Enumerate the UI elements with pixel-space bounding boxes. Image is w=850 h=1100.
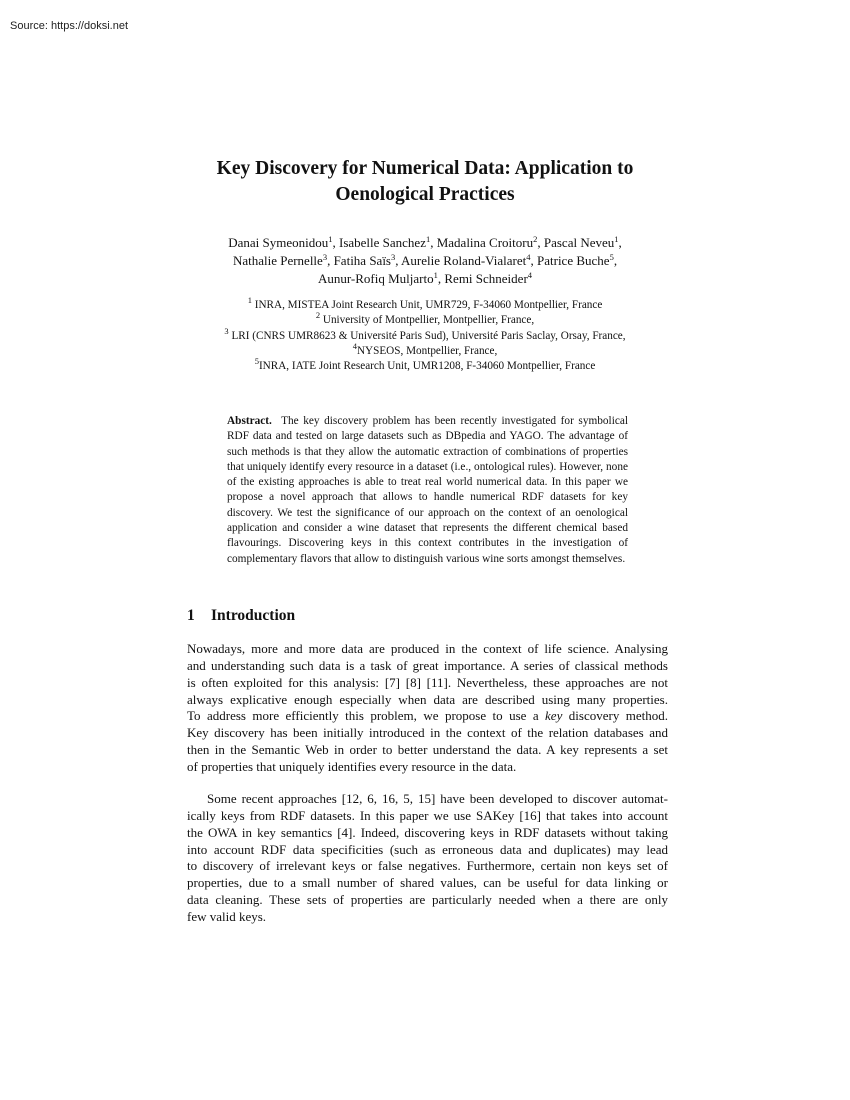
title-line-1: Key Discovery for Numerical Data: Application to — [216, 158, 634, 179]
text-line: the OWA in key semantics [4]. Indeed, discovering keys in RDF datasets without taking — [187, 824, 668, 840]
text-line: Some recent approaches [12, 6, 16, 5, 15] have been developed to discover automat- — [207, 791, 668, 806]
affiliation-item — [150, 295, 700, 313]
author-separator: , — [395, 253, 402, 268]
author-separator: , — [430, 235, 437, 250]
author-name: Fatiha Saïs — [333, 253, 391, 268]
affiliation-text: LRI (CNRS UMR8623 & Université Paris Sud), Université Paris Saclay, Orsay, France, — [228, 329, 626, 342]
affiliation-mark: 1 — [247, 295, 252, 305]
author-name: Danai Symeonidou — [228, 235, 329, 250]
affiliation-text: INRA, MISTEA Joint Research Unit, UMR729, F-34060 Montpellier, France — [251, 299, 603, 311]
author-name: Remi Schneider — [444, 271, 528, 286]
text-line: data cleaning. These sets of properties are particularly needed when a there are only — [187, 892, 668, 908]
author-separator: , — [530, 253, 537, 268]
intro-paragraph-1 — [187, 641, 668, 776]
text-line: to discovery of irrelevant keys or false negatives. Furthermore, certain non keys set of — [187, 858, 668, 874]
author-separator: , — [618, 235, 622, 250]
author-separator: , — [332, 235, 339, 250]
author-affiliation-mark: 1 — [328, 234, 333, 244]
author-affiliation-mark: 1 — [425, 234, 431, 244]
author-affiliation-mark: 1 — [433, 270, 438, 280]
text-line: always explicative enough especially when data are described using many properties. — [187, 691, 668, 707]
affiliation-item — [150, 310, 700, 328]
affiliation-item — [150, 356, 700, 374]
author-affiliation-mark: 5 — [609, 252, 614, 262]
text-line: few valid keys. — [187, 908, 267, 924]
author-affiliation-mark: 3 — [322, 252, 328, 262]
affiliation-item — [150, 325, 700, 344]
title-line-2: Oenological Practices — [335, 184, 515, 205]
text-line: Nowadays, more and more data are produced in the context of life science. Analysing — [187, 641, 668, 656]
affiliation-mark: 2 — [315, 310, 321, 321]
text-line: into account RDF data specificities (such as erroneous data and duplicates) may lead — [187, 841, 668, 857]
text-line: properties, due to a small number of shared values, can be useful for data linking or — [187, 875, 668, 891]
affiliation-mark: 3 — [224, 325, 229, 336]
abstract-label: Abstract. — [227, 415, 272, 427]
author-name: Isabelle Sanchez — [338, 235, 426, 250]
author-name: Aurelie Roland-Vialaret — [401, 253, 527, 268]
section-heading-introduction — [187, 607, 295, 625]
text-line: of properties that uniquely identifies every resource in the data. — [187, 758, 517, 774]
text-line: ically keys from RDF datasets. In this paper we use SAKey [16] that takes into account — [187, 807, 668, 823]
text-fragment: To address more efficiently this problem, we propose to use a — [187, 708, 546, 724]
affiliation-list — [150, 295, 700, 374]
author-list — [150, 234, 700, 288]
text-fragment: discovery method. — [562, 708, 668, 724]
text-line: is often exploited for this analysis: [7] [8] [11]. Nevertheless, these approaches are not — [187, 674, 668, 690]
paper-title — [160, 156, 690, 208]
author-line-2 — [150, 252, 700, 270]
author-affiliation-mark: 3 — [391, 252, 396, 262]
text-line: and understanding such data is a task of great importance. A series of classical methods — [187, 657, 668, 673]
author-name: Patrice Buche — [537, 253, 610, 268]
author-separator: , — [327, 253, 334, 268]
text-line — [187, 708, 668, 725]
text-line: then in the Semantic Web in order to better understand the data. A key represents a set — [187, 742, 668, 758]
affiliation-text: INRA, IATE Joint Research Unit, UMR1208, F-34060 Montpellier, France — [258, 360, 596, 373]
section-title: Introduction — [211, 607, 296, 624]
author-line-1 — [150, 234, 700, 252]
abstract-text: The key discovery problem has been recently investigated for symbolical RDF data and tested on large datasets such as DBpedia and YAGO. The advantage of such methods is that they allow the automatic extraction of combinations of properties that uniquely identify every resource in a dataset (i.e., ontological rules). However, none of the existing approaches is able to treat real world numerical data. In this paper we propose a novel approach that allows to handle numerical RDF datasets for key discovery. We test the significance of our approach on the context of an oenological application and consider a wine dataset that represents the different chemical based flavourings. Discovering keys in this context contributes in the investigation of complementary flavors that allow to distinguish various wine sorts amongst themselves. — [227, 415, 628, 565]
author-separator: , — [437, 271, 445, 286]
author-line-3 — [150, 270, 700, 288]
affiliation-text: University of Montpellier, Montpellier, France, — [320, 314, 535, 327]
abstract — [227, 414, 628, 567]
affiliation-mark: 5 — [254, 356, 259, 367]
intro-paragraph-2 — [187, 791, 668, 926]
author-affiliation-mark: 2 — [533, 234, 538, 244]
author-separator: , — [537, 235, 544, 250]
section-number: 1 — [187, 607, 195, 624]
affiliation-item — [150, 340, 700, 359]
source-url: Source: https://doksi.net — [10, 20, 129, 32]
author-name: Aunur-Rofiq Muljarto — [317, 271, 434, 286]
author-name: Pascal Neveu — [543, 235, 615, 250]
affiliation-text: NYSEOS, Montpellier, France, — [356, 344, 498, 357]
text-line: Key discovery has been initially introduced in the context of the relation databases and — [187, 725, 668, 741]
author-separator: , — [613, 253, 618, 268]
author-affiliation-mark: 1 — [614, 234, 619, 244]
emphasized-term: key — [545, 708, 563, 724]
author-name: Madalina Croitoru — [436, 235, 534, 250]
author-name: Nathalie Pernelle — [232, 253, 323, 268]
author-affiliation-mark: 4 — [527, 270, 533, 280]
affiliation-mark: 4 — [352, 340, 357, 351]
author-affiliation-mark: 4 — [526, 252, 531, 262]
